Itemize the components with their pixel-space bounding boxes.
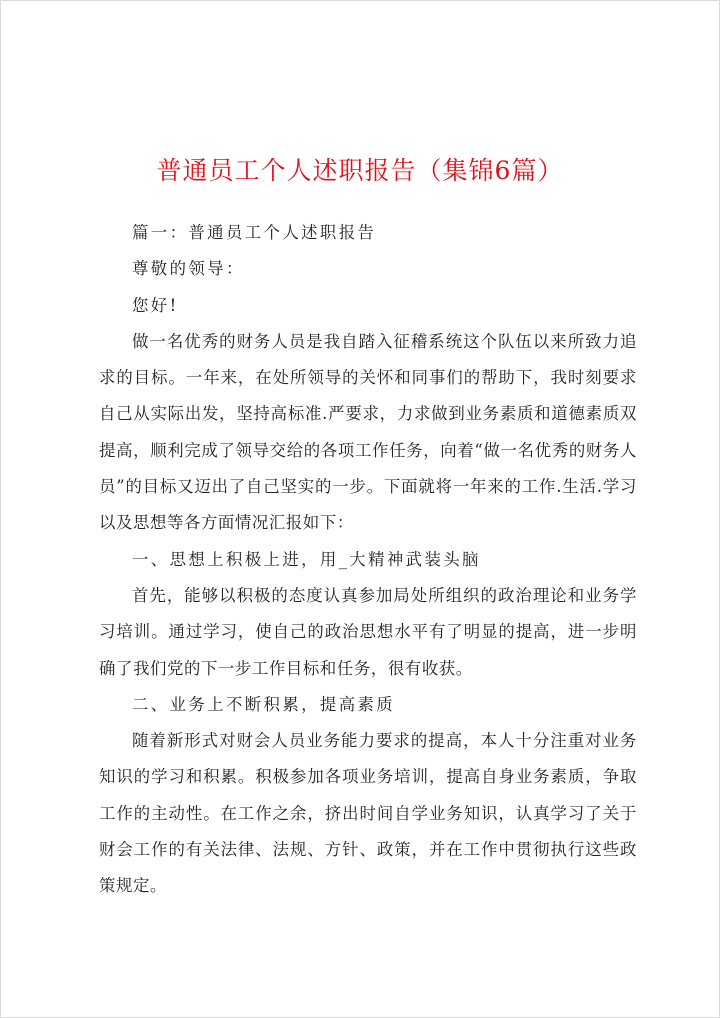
greeting: 您好! (132, 295, 179, 315)
salutation: 尊敬的领导： (132, 259, 245, 279)
body-paragraph: 随着新形式对财会人员业务能力要求的提高，本人十分注重对业务知识的学习和积累。积极参加各项业务培训，提高自身业务素质，争取工作的主动性。在工作之余，挤出时间自学业务知识，认真学习了关于财会工作的有关法律、法规、方针、政策，并在工作中贯彻执行这些政策规定。 (99, 731, 637, 896)
body-paragraph: 做一名优秀的财务人员是我自踏入征稽系统这个队伍以来所致力追求的目标。一年来，在处所领导的关怀和同事们的帮助下，我时刻要求自己从实际出发，坚持高标准.严要求，力求做到业务素质和道德素质双提高，顺利完成了领导交给的各项工作任务，向着“做一名优秀的财务人员”的目标又迈出了自己坚实的一步。下面就将一年来的工作.生活.学习以及思想等各方面情况汇报如下： (99, 331, 637, 533)
section-heading: 一、思想上积极上进，用_大精神武装头脑 (132, 549, 481, 569)
body-paragraph: 首先，能够以积极的态度认真参加局处所组织的政治理论和业务学习培训。通过学习，使自己的政治思想水平有了明显的提高，进一步明确了我们党的下一步工作目标和任务，很有收获。 (99, 585, 637, 678)
section-heading: 二、业务上不断积累，提高素质 (132, 694, 396, 714)
document-title: 普通员工个人述职报告（集锦6篇） (156, 156, 564, 185)
document-body (99, 215, 637, 905)
section-heading: 篇一：普通员工个人述职报告 (132, 223, 377, 242)
